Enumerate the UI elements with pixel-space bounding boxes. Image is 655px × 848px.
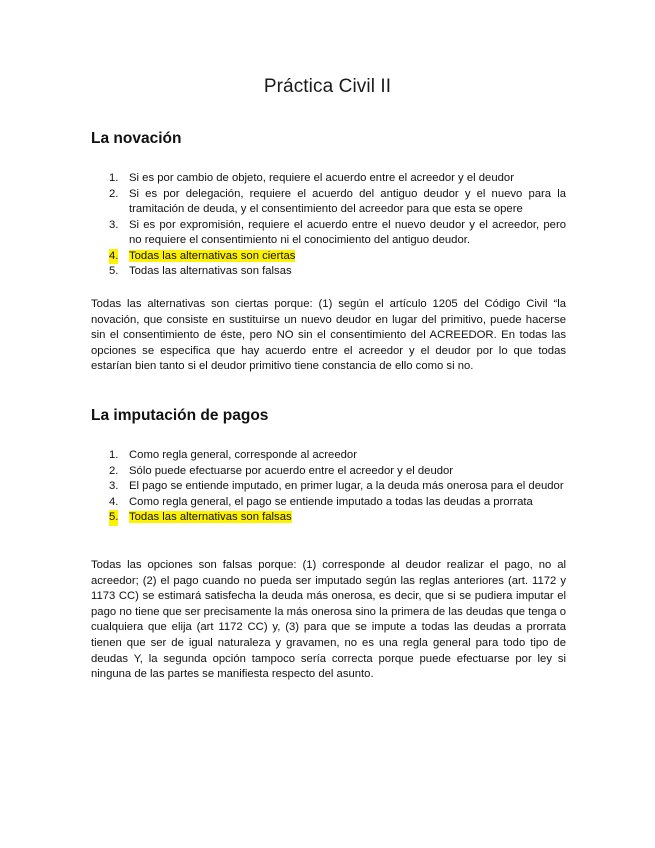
- list-item: [91, 479, 566, 495]
- option-number: 3.: [109, 218, 119, 231]
- option-number: 1.: [109, 172, 119, 184]
- option-text-highlighted: Todas las alternativas son falsas: [129, 511, 292, 523]
- list-item: [91, 448, 566, 464]
- option-text: Como regla general, corresponde al acreedor: [129, 449, 357, 461]
- list-item: [91, 495, 566, 511]
- option-text: Si es por expromisión, requiere el acuerdo entre el nuevo deudor y el acreedor, pero no requiere el consentimiento ni el conocimiento del antiguo deudor.: [129, 218, 566, 246]
- option-number: 2.: [109, 187, 119, 200]
- options-list-novacion: [91, 171, 566, 280]
- list-item: [91, 171, 566, 187]
- section-heading-novacion: La novación: [91, 130, 182, 147]
- options-list-imputacion: [91, 448, 566, 526]
- option-number: 5.: [109, 510, 118, 526]
- list-item: [91, 187, 566, 218]
- option-number: 5.: [109, 265, 119, 277]
- option-text: Si es por cambio de objeto, requiere el acuerdo entre el acreedor y el deudor: [129, 172, 514, 184]
- explanation-paragraph-imputacion: Todas las opciones son falsas porque: (1) corresponde al deudor realizar el pago, no al acreedor; (2) el pago cuando no pueda ser imputado según las reglas anteriores (art. 1172 y 1173 CC) se estimará satisfecha la deuda más onerosa, es decir, que si se pudiera imputar el pago no tiene que ser precisamente la más onerosa sino la primera de las deudas que tenga o cualquiera que elija (art 1172 CC) y, (3) para que se impute a todas las deudas a prorrata tienen que ser de igual naturaleza y gravamen, no es una regla general para todo tipo de deudas Y, la segunda opción tampoco sería correcta porque puede efectuarse por ley si ninguna de las partes se manifiesta respecto del asunto.: [91, 559, 566, 681]
- list-item-highlighted: [91, 510, 566, 526]
- section-heading-imputacion: La imputación de pagos: [91, 407, 269, 424]
- list-item: [91, 464, 566, 480]
- document-title: Práctica Civil II: [263, 76, 392, 97]
- option-number: 4.: [109, 495, 119, 508]
- option-number: 1.: [109, 449, 119, 461]
- option-text: Como regla general, el pago se entiende imputado a todas las deudas a prorrata: [129, 495, 533, 508]
- option-text: El pago se entiende imputado, en primer lugar, a la deuda más onerosa para el deudor: [129, 480, 564, 492]
- option-text-highlighted: Todas las alternativas son ciertas: [129, 249, 296, 262]
- list-item: [91, 264, 566, 280]
- option-number: 4.: [109, 249, 118, 265]
- list-item: [91, 218, 566, 249]
- option-number: 3.: [109, 480, 119, 492]
- option-number: 2.: [109, 464, 119, 477]
- option-text: Si es por delegación, requiere el acuerdo del antiguo deudor y el nuevo para la tramitación de deuda, y el consentimiento del acreedor para que esta se opere: [129, 187, 566, 215]
- option-text: Todas las alternativas son falsas: [129, 265, 292, 277]
- explanation-paragraph-novacion: Todas las alternativas son ciertas porque: (1) según el artículo 1205 del Código Civil “la novación, que consiste en sustituirse un nuevo deudor en lugar del primitivo, puede hacerse sin el consentimiento de éste, pero NO sin el consentimiento del ACREEDOR. En todas las opciones se especifica que hay acuerdo entre el acreedor y el deudor por lo que todas estarían bien tanto si el deudor primitivo tiene constancia de ello como si no.: [91, 298, 566, 373]
- list-item-highlighted: [91, 249, 566, 265]
- option-text: Sólo puede efectuarse por acuerdo entre el acreedor y el deudor: [129, 464, 454, 477]
